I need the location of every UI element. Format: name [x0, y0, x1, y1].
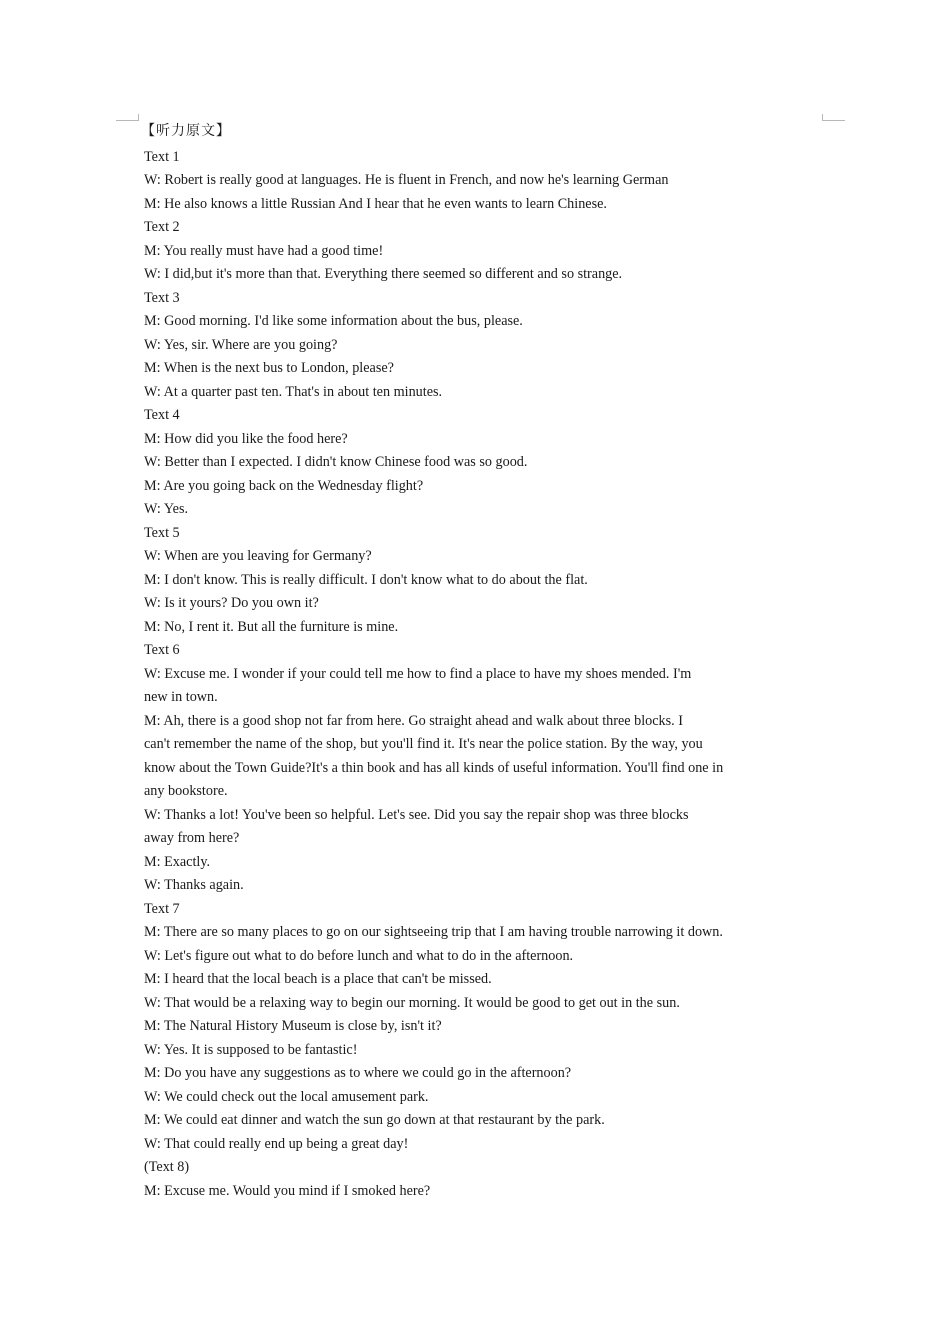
transcript-line: W: That would be a relaxing way to begin our morning. It would be good to get out in the sun.: [144, 994, 680, 1011]
transcript-line: W: Excuse me. I wonder if your could tell me how to find a place to have my shoes mended. I'm: [144, 665, 692, 682]
transcript-line: M: There are so many places to go on our sightseeing trip that I am having trouble narrowing it down.: [144, 924, 723, 940]
document-body: [141, 120, 824, 1203]
transcript-line: M: Ah, there is a good shop not far from here. Go straight ahead and walk about three blocks. I: [144, 712, 683, 729]
transcript-line: M: How did you like the food here?: [144, 430, 348, 447]
transcript-line: M: We could eat dinner and watch the sun go down at that restaurant by the park.: [144, 1112, 605, 1128]
transcript-line: know about the Town Guide?It's a thin book and has all kinds of useful information. You'll find one in: [144, 759, 724, 776]
transcript-line: M: He also knows a little Russian And I hear that he even wants to learn Chinese.: [144, 195, 607, 212]
transcript-line: W: Yes.: [144, 501, 189, 517]
text-section-label: Text 3: [144, 289, 180, 306]
transcript-line: W: Robert is really good at languages. He is fluent in French, and now he's learning German: [144, 172, 669, 188]
transcript-line: M: Are you going back on the Wednesday flight?: [144, 477, 424, 494]
transcript-line: M: Good morning. I'd like some information about the bus, please.: [144, 313, 523, 329]
transcript-line: M: The Natural History Museum is close by, isn't it?: [144, 1018, 442, 1034]
transcript-line: M: Excuse me. Would you mind if I smoked here?: [144, 1182, 431, 1199]
transcript-line: W: At a quarter past ten. That's in about ten minutes.: [144, 383, 443, 400]
text-section-label: Text 6: [144, 642, 180, 658]
transcript-line: W: Yes. It is supposed to be fantastic!: [144, 1041, 358, 1058]
text-section-label: (Text 8): [144, 1159, 190, 1175]
margin-corner-mark-left: [116, 114, 139, 121]
transcript-line: W: When are you leaving for Germany?: [144, 548, 372, 564]
transcript-line: M: When is the next bus to London, please?: [144, 360, 394, 376]
transcript-line: M: I heard that the local beach is a place that can't be missed.: [144, 971, 492, 987]
transcript-line: M: Exactly.: [144, 853, 211, 870]
text-section-label: Text 2: [144, 219, 180, 235]
transcript-lines: [144, 146, 824, 1204]
transcript-line: W: Thanks a lot! You've been so helpful. Let's see. Did you say the repair shop was three blocks: [144, 806, 689, 823]
text-section-label: Text 7: [144, 900, 180, 917]
text-section-label: Text 5: [144, 524, 180, 541]
transcript-line: W: Better than I expected. I didn't know Chinese food was so good.: [144, 454, 528, 470]
text-section-label: Text 4: [144, 407, 180, 423]
transcript-line: W: Is it yours? Do you own it?: [144, 595, 319, 611]
transcript-line: new in town.: [144, 689, 218, 705]
transcript-line: W: We could check out the local amusement park.: [144, 1088, 429, 1105]
transcript-line: M: No, I rent it. But all the furniture is mine.: [144, 618, 399, 635]
transcript-line: can't remember the name of the shop, but you'll find it. It's near the police station. By the way, you: [144, 736, 703, 752]
transcript-line: W: That could really end up being a great day!: [144, 1135, 409, 1152]
transcript-line: M: I don't know. This is really difficult. I don't know what to do about the flat.: [144, 571, 588, 588]
transcript-line: away from here?: [144, 830, 240, 846]
transcript-line: W: Let's figure out what to do before lunch and what to do in the afternoon.: [144, 947, 574, 964]
text-section-label: Text 1: [144, 148, 180, 165]
transcript-line: M: Do you have any suggestions as to where we could go in the afternoon?: [144, 1065, 572, 1081]
transcript-line: any bookstore.: [144, 783, 228, 799]
transcript-line: W: I did,but it's more than that. Everything there seemed so different and so strange.: [144, 266, 623, 282]
transcript-line: M: You really must have had a good time!: [144, 242, 384, 259]
transcript-line: W: Yes, sir. Where are you going?: [144, 336, 338, 353]
transcript-line: W: Thanks again.: [144, 877, 244, 893]
margin-corner-mark-right: [822, 114, 845, 121]
section-heading: 【听力原文】: [141, 123, 231, 139]
